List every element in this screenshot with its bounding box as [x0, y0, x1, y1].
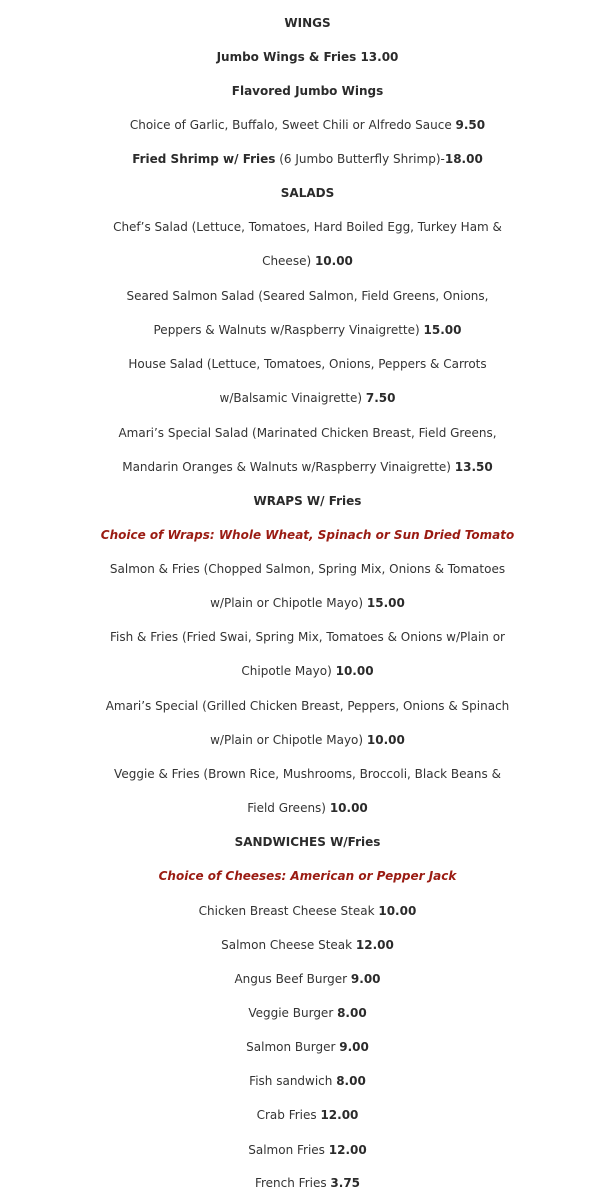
menu-item-amaris-salad-line2: Mandarin Oranges & Walnuts w/Raspberry Vinaigrette) 13.50 — [122, 460, 493, 474]
menu-item-jumbo-wings: Jumbo Wings & Fries 13.00 — [216, 50, 399, 64]
section-heading-wraps: WRAPS W/ Fries — [253, 494, 362, 508]
menu-item-flavored-wings: Flavored Jumbo Wings — [231, 84, 384, 98]
menu-item-salmon-wrap-line2: w/Plain or Chipotle Mayo) 15.00 — [210, 596, 405, 610]
menu-item-french-fries: French Fries 3.75 — [254, 1176, 361, 1190]
section-heading-sandwiches: SANDWICHES W/Fries — [234, 835, 381, 849]
menu-item-wing-sauces: Choice of Garlic, Buffalo, Sweet Chili or Alfredo Sauce 9.50 — [129, 118, 486, 132]
menu-item-chicken-cheese-steak: Chicken Breast Cheese Steak 10.00 — [198, 904, 417, 918]
menu-item-salmon-wrap-line1: Salmon & Fries (Chopped Salmon, Spring Mix, Onions & Tomatoes — [109, 562, 506, 576]
menu-item-veggie-wrap-line2: Field Greens) 10.00 — [247, 801, 368, 815]
menu-item-salmon-burger: Salmon Burger 9.00 — [246, 1040, 369, 1054]
menu-item-seared-salmon-salad-line1: Seared Salmon Salad (Seared Salmon, Field Greens, Onions, — [126, 289, 489, 303]
menu-item-crab-fries: Crab Fries 12.00 — [256, 1108, 359, 1122]
menu-item-seared-salmon-salad-line2: Peppers & Walnuts w/Raspberry Vinaigrette) 15.00 — [153, 323, 462, 337]
menu-item-angus-burger: Angus Beef Burger 9.00 — [234, 972, 381, 986]
menu-item-veggie-wrap-line1: Veggie & Fries (Brown Rice, Mushrooms, Broccoli, Black Beans & — [114, 767, 501, 781]
menu-item-fish-wrap-line2: Chipotle Mayo) 10.00 — [241, 664, 374, 678]
menu-item-house-salad-line1: House Salad (Lettuce, Tomatoes, Onions, Peppers & Carrots — [128, 357, 487, 371]
wraps-choice-note: Choice of Wraps: Whole Wheat, Spinach or Sun Dried Tomato — [100, 528, 515, 542]
section-heading-wings: WINGS — [284, 16, 331, 30]
menu-item-salmon-cheese-steak: Salmon Cheese Steak 12.00 — [221, 938, 394, 952]
menu-item-fish-sandwich: Fish sandwich 8.00 — [249, 1074, 366, 1088]
menu-item-amaris-salad-line1: Amari’s Special Salad (Marinated Chicken Breast, Field Greens, — [118, 426, 497, 440]
menu-item-amaris-wrap-line2: w/Plain or Chipotle Mayo) 10.00 — [210, 733, 405, 747]
menu-item-veggie-burger: Veggie Burger 8.00 — [248, 1006, 367, 1020]
menu-item-fish-wrap-line1: Fish & Fries (Fried Swai, Spring Mix, Tomatoes & Onions w/Plain or — [109, 630, 505, 644]
menu-item-fried-shrimp: Fried Shrimp w/ Fries (6 Jumbo Butterfly Shrimp)-18.00 — [132, 152, 483, 166]
section-heading-salads: SALADS — [280, 186, 335, 200]
menu-item-amaris-wrap-line1: Amari’s Special (Grilled Chicken Breast, Peppers, Onions & Spinach — [105, 699, 510, 713]
menu-item-salmon-fries: Salmon Fries 12.00 — [248, 1143, 367, 1157]
menu-item-chefs-salad-line1: Chef’s Salad (Lettuce, Tomatoes, Hard Boiled Egg, Turkey Ham & — [113, 220, 502, 234]
menu-item-house-salad-line2: w/Balsamic Vinaigrette) 7.50 — [219, 391, 396, 405]
menu-item-chefs-salad-line2: Cheese) 10.00 — [262, 254, 353, 268]
cheese-choice-note: Choice of Cheeses: American or Pepper Jack — [158, 869, 457, 883]
